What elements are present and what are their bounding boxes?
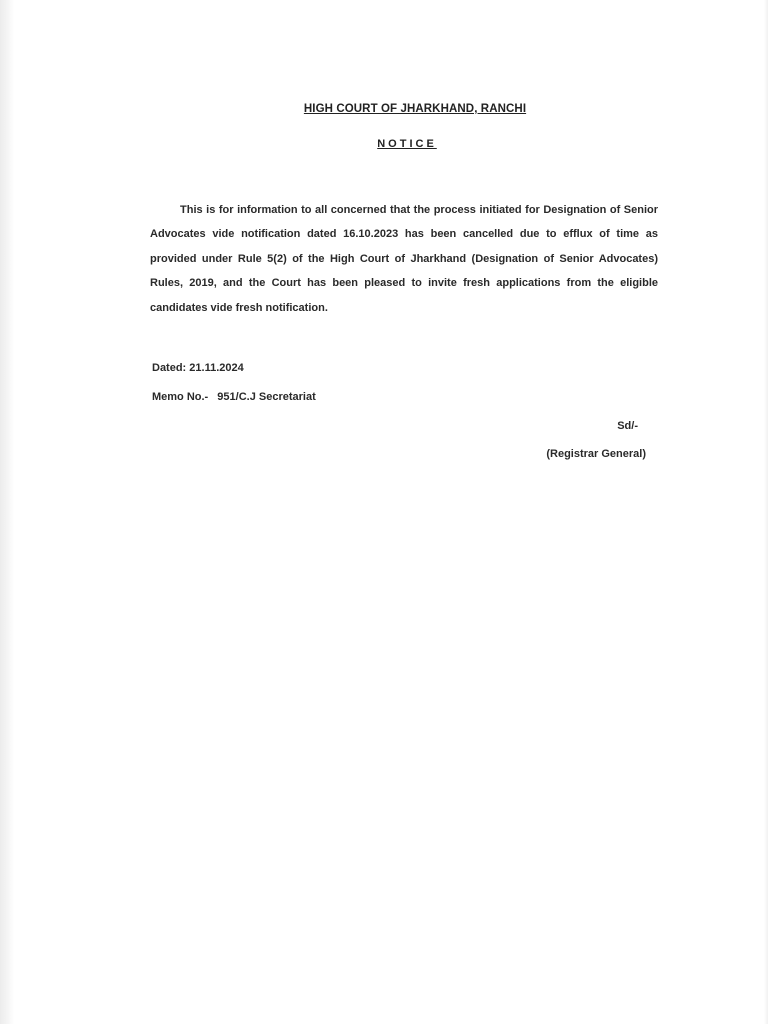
- memo-label: Memo No.-: [152, 391, 209, 403]
- memo-line: [152, 391, 316, 403]
- signature-mark: Sd/-: [617, 420, 638, 432]
- notice-title: NOTICE: [377, 138, 437, 150]
- court-title: HIGH COURT OF JHARKHAND, RANCHI: [303, 103, 527, 115]
- signatory-title: (Registrar General): [546, 448, 646, 460]
- dated-line: [152, 362, 244, 374]
- dated-value: 21.11.2024: [189, 362, 244, 374]
- notice-body: This is for information to all concerned that the process initiated for Designation of Senior Advocates vide notification dated 16.10.2023 has been cancelled due to efflux of time as provided under Rule 5(2) of the High Court of Jharkhand (Designation of Senior Advocates) Rules, 2019, and the Court has been pleased to invite fresh applications from the eligible candidates vide fresh notification.: [150, 204, 658, 314]
- memo-value: 951/C.J Secretariat: [217, 391, 316, 403]
- dated-label: Dated:: [152, 362, 187, 374]
